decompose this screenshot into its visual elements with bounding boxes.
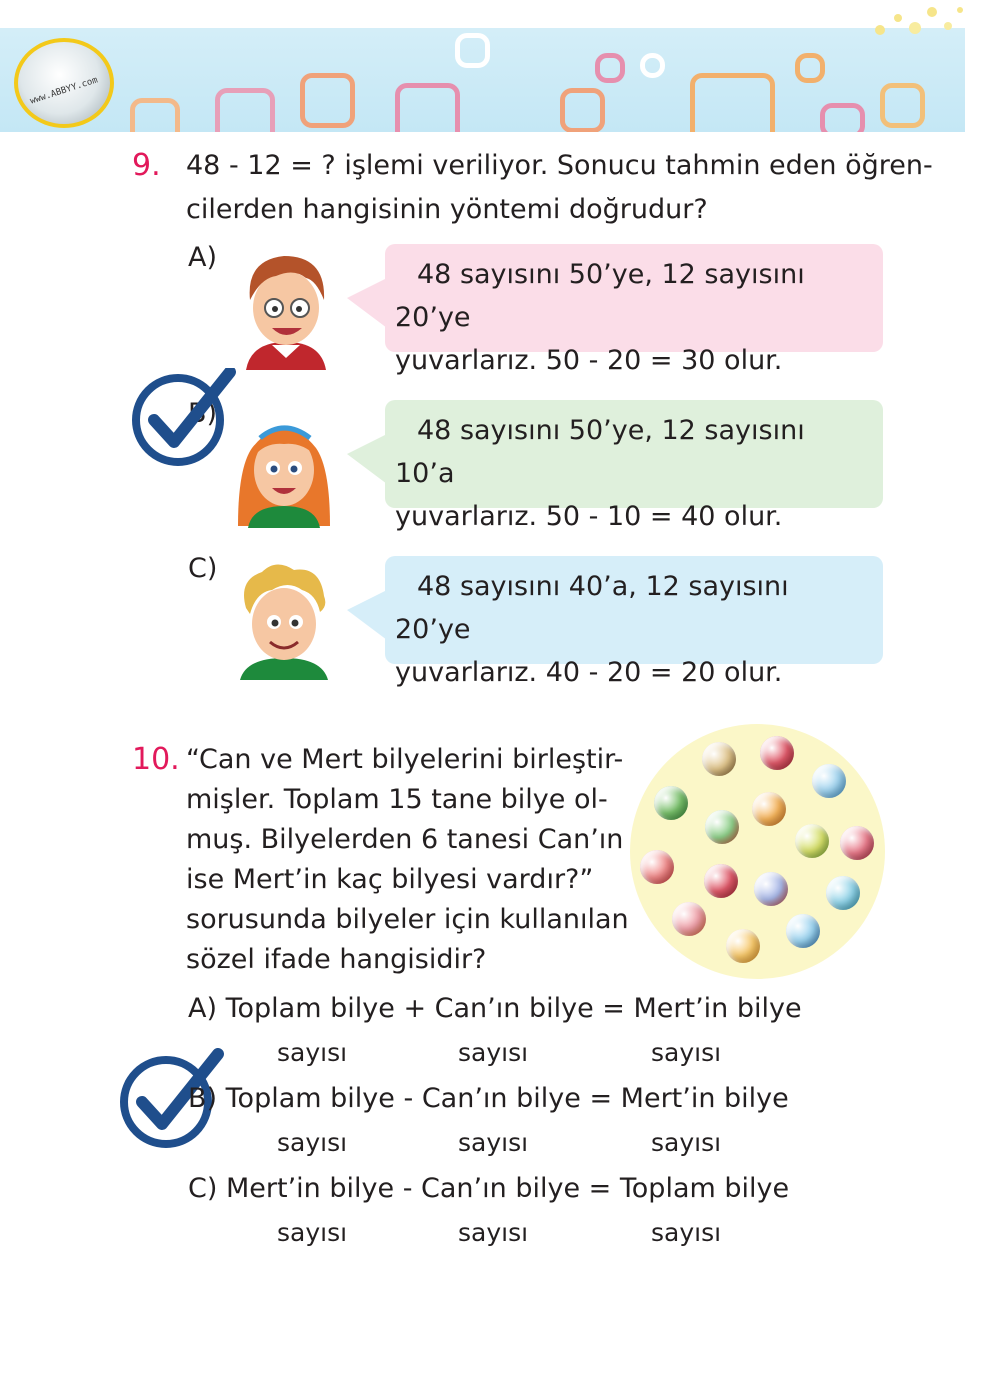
decor-square: [595, 53, 625, 83]
q9-option-b-line2: yuvarlarız. 50 - 10 = 40 olur.: [395, 501, 783, 532]
q10-option-b-op2: =: [589, 1083, 613, 1114]
q10-option-a-op2: =: [602, 993, 625, 1024]
q9-option-a-letter[interactable]: A): [188, 242, 218, 273]
question-10-line2: mişler. Toplam 15 tane bilye ol-: [186, 784, 608, 815]
q10-option-c-letter: C): [188, 1173, 218, 1204]
decor-square: [560, 88, 605, 132]
marble-icon: [760, 736, 794, 770]
marble-icon: [795, 824, 829, 858]
q10-option-b-term3: Mert’in bilye: [620, 1083, 789, 1114]
q9-option-b-line1: 48 sayısını 50’ye, 12 sayısını 10’a: [395, 415, 805, 489]
decor-square: [795, 53, 825, 83]
marble-icon: [726, 929, 760, 963]
q9-option-b-bubble[interactable]: [385, 400, 883, 532]
marble-icon: [826, 876, 860, 910]
q10-option-a-term3: Mert’in bilye: [633, 993, 802, 1024]
question-10-line1: “Can ve Mert bilyelerini birleştir-: [186, 744, 624, 775]
question-9-text-line2: cilerden hangisinin yöntemi doğrudur?: [186, 194, 708, 225]
marble-icon: [840, 826, 874, 860]
q10-option-a-term2: Can’ın bilye: [434, 993, 594, 1024]
decor-square: [130, 98, 180, 132]
q10-option-c-term1: Mert’in bilye: [225, 1173, 395, 1204]
marble-icon: [752, 792, 786, 826]
marble-icon: [754, 872, 788, 906]
header-banner: [0, 28, 965, 132]
question-10-line3: muş. Bilyelerden 6 tanesi Can’ın: [186, 824, 624, 855]
q9-option-c-bubble[interactable]: [385, 556, 883, 688]
q10-option-a-sub1: sayısı: [277, 1038, 348, 1067]
q10-option-c-sub3: sayısı: [651, 1218, 722, 1247]
question-10-number: 10.: [132, 742, 180, 777]
decor-square: [880, 83, 925, 128]
q10-option-a-sub2: sayısı: [458, 1038, 529, 1067]
check-mark-icon: [130, 368, 236, 468]
q10-option-b-letter: B): [188, 1083, 218, 1114]
q9-option-a-bubble[interactable]: [385, 244, 883, 376]
logo-text: www.ABBYY.com: [28, 75, 100, 107]
q10-option-c-op2: =: [588, 1173, 612, 1204]
marble-icon: [812, 764, 846, 798]
marble-icon: [672, 902, 706, 936]
marble-icon: [640, 850, 674, 884]
q9-option-c-letter[interactable]: C): [188, 553, 218, 584]
q10-option-b[interactable]: [188, 1083, 789, 1114]
decor-dots: [860, 0, 970, 50]
q10-option-b-term2: Can’ın bilye: [421, 1083, 581, 1114]
q10-option-c-term2: Can’ın bilye: [421, 1173, 581, 1204]
marble-icon: [786, 914, 820, 948]
q9-option-a-line2: yuvarlarız. 50 - 20 = 30 olur.: [395, 345, 783, 376]
decor-square: [395, 83, 460, 132]
marble-icon: [705, 810, 739, 844]
girl-icon: [232, 408, 336, 528]
q10-option-b-sub3: sayısı: [651, 1128, 722, 1157]
question-10-line5: sorusunda bilyeler için kullanılan: [186, 904, 629, 935]
q10-option-b-term1: Toplam bilye: [225, 1083, 395, 1114]
decor-square: [640, 53, 665, 78]
q9-option-a-line1: 48 sayısını 50’ye, 12 sayısını 20’ye: [395, 259, 805, 333]
question-10-line6: sözel ifade hangisidir?: [186, 944, 487, 975]
q10-option-c-sub1: sayısı: [277, 1218, 348, 1247]
q10-option-a-letter: A): [188, 993, 218, 1024]
q10-option-c[interactable]: [188, 1173, 789, 1204]
boy-glasses-icon: [236, 250, 336, 370]
q10-option-a[interactable]: [188, 993, 802, 1024]
decor-square: [690, 73, 775, 132]
marble-icon: [704, 864, 738, 898]
q10-option-b-sub2: sayısı: [458, 1128, 529, 1157]
marble-icon: [702, 742, 736, 776]
q10-option-c-sub2: sayısı: [458, 1218, 529, 1247]
question-9-number: 9.: [132, 148, 161, 183]
q10-option-b-op1: -: [403, 1083, 414, 1114]
q9-option-c-line2: yuvarlarız. 40 - 20 = 20 olur.: [395, 657, 783, 688]
q10-option-c-op1: -: [402, 1173, 413, 1204]
decor-square: [455, 33, 490, 68]
q9-option-c-line1: 48 sayısını 40’a, 12 sayısını 20’ye: [395, 571, 789, 645]
q10-option-a-op1: +: [403, 993, 427, 1024]
q10-option-a-term1: Toplam bilye: [225, 993, 395, 1024]
question-9-text-line1: 48 - 12 = ? işlemi veriliyor. Sonucu tahmin eden öğren-: [186, 150, 933, 181]
boy-blond-icon: [232, 560, 336, 680]
q9-option-b-letter[interactable]: B): [188, 398, 218, 429]
q10-option-a-sub3: sayısı: [651, 1038, 722, 1067]
marbles-illustration: [630, 724, 885, 979]
decor-square: [215, 88, 275, 132]
question-10-line4: ise Mert’in kaç bilyesi vardır?”: [186, 864, 594, 895]
q10-option-c-term3: Toplam bilye: [619, 1173, 790, 1204]
q10-option-b-sub1: sayısı: [277, 1128, 348, 1157]
marble-icon: [654, 786, 688, 820]
decor-square: [820, 103, 865, 132]
decor-square: [300, 73, 355, 128]
